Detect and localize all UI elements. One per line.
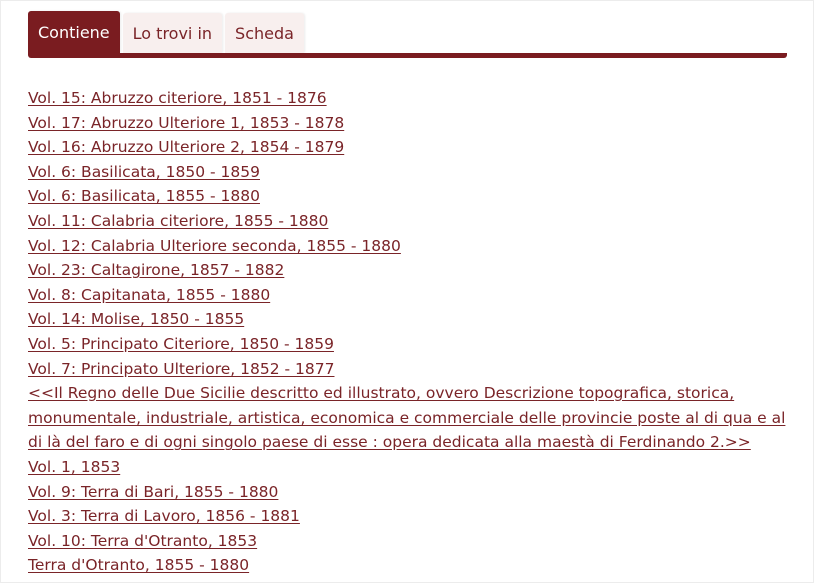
- list-item: [28, 283, 798, 308]
- list-item: [28, 234, 798, 259]
- volume-link[interactable]: Terra d'Otranto, 1855 - 1880: [28, 556, 250, 575]
- list-item: [28, 86, 798, 111]
- list-item: [28, 209, 798, 234]
- volume-link[interactable]: Vol. 15: Abruzzo citeriore, 1851 - 1876: [28, 89, 327, 107]
- volume-link[interactable]: Vol. 11: Calabria citeriore, 1855 - 1880: [28, 211, 329, 230]
- volume-link[interactable]: Vol. 16: Abruzzo Ulteriore 2, 1854 - 1879: [28, 138, 345, 157]
- list-item: [28, 381, 798, 455]
- list-item: [28, 553, 798, 578]
- volume-link[interactable]: Vol. 12: Calabria Ulteriore seconda, 1855 - 1880: [28, 236, 401, 255]
- volume-link[interactable]: Vol. 6: Basilicata, 1855 - 1880: [28, 187, 260, 206]
- volume-link[interactable]: Vol. 10: Terra d'Otranto, 1853: [28, 531, 258, 550]
- list-item: [28, 529, 798, 554]
- tab-lo-trovi-in[interactable]: Lo trovi in: [123, 13, 222, 53]
- volume-link[interactable]: Vol. 9: Terra di Bari, 1855 - 1880: [28, 482, 279, 501]
- volume-link[interactable]: Vol. 8: Capitanata, 1855 - 1880: [28, 285, 271, 304]
- list-item: [28, 160, 798, 185]
- volume-link[interactable]: Vol. 6: Basilicata, 1850 - 1859: [28, 162, 260, 181]
- volume-link[interactable]: Vol. 7: Principato Ulteriore, 1852 - 1877: [28, 359, 335, 378]
- volume-link[interactable]: Vol. 17: Abruzzo Ulteriore 1, 1853 - 1878: [28, 113, 345, 132]
- volume-link[interactable]: Vol. 14: Molise, 1850 - 1855: [28, 310, 245, 329]
- list-item: [28, 357, 798, 382]
- list-item: [28, 184, 798, 209]
- volume-link[interactable]: Vol. 1, 1853: [28, 457, 121, 476]
- list-item: [28, 307, 798, 332]
- volume-link[interactable]: Vol. 23: Caltagirone, 1857 - 1882: [28, 261, 285, 280]
- volume-list: [28, 86, 798, 578]
- volume-link[interactable]: Vol. 5: Principato Citeriore, 1850 - 1859: [28, 334, 334, 353]
- list-item: [28, 258, 798, 283]
- tab-row: [28, 11, 787, 53]
- list-item: [28, 135, 798, 160]
- volume-link[interactable]: Vol. 3: Terra di Lavoro, 1856 - 1881: [28, 507, 300, 526]
- tab-underline-bar: [28, 53, 787, 58]
- tab-bar: [28, 11, 787, 58]
- work-title-link[interactable]: <<Il Regno delle Due Sicilie descritto ed illustrato, ovvero Descrizione topografica, storica, monumentale, industriale, artistica, economica e commerciale delle provincie poste al di qua e al di là del faro e di ogni singolo paese di esse : opera dedicata alla maestà di Ferdinando 2.>>: [28, 384, 786, 452]
- tab-scheda[interactable]: Scheda: [225, 13, 304, 53]
- tab-contiene[interactable]: Contiene: [28, 11, 120, 53]
- list-item: [28, 504, 798, 529]
- list-item: [28, 111, 798, 136]
- list-item: [28, 480, 798, 505]
- list-item: [28, 332, 798, 357]
- list-item: [28, 455, 798, 480]
